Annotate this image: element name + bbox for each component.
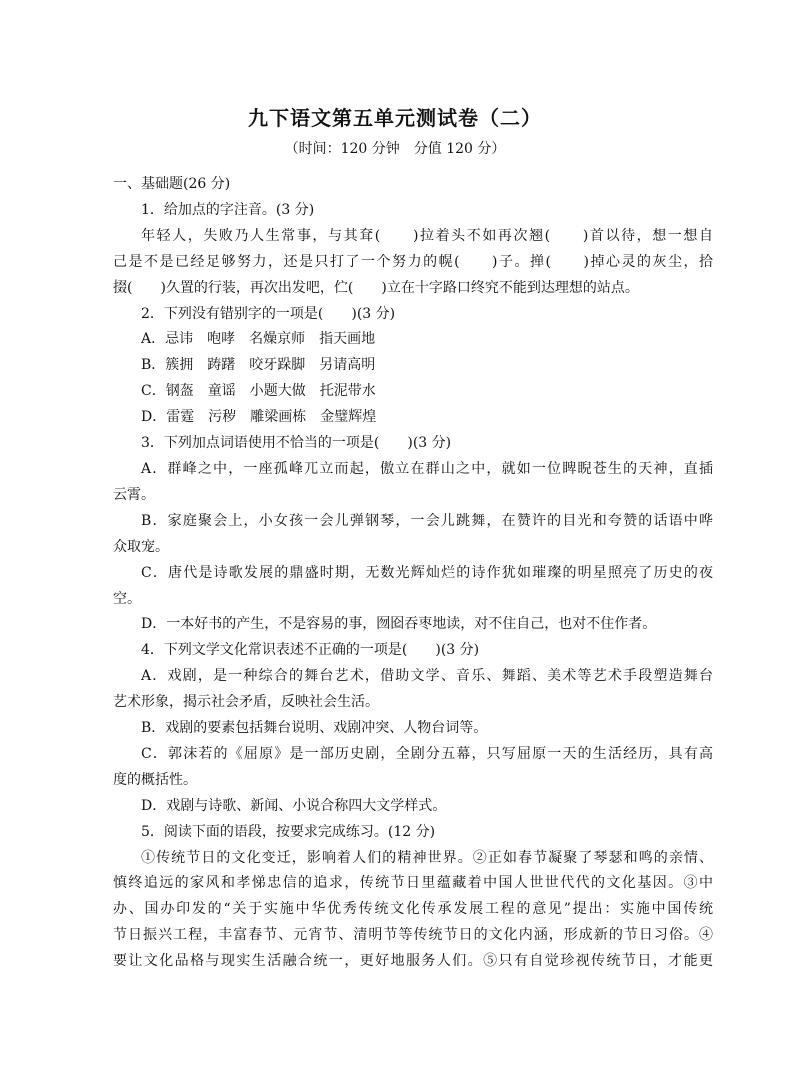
question-2-option-a: A．忌讳 咆哮 名燥京师 指天画地 xyxy=(141,331,376,348)
question-3-option-d: D．一本好书的产生，不是容易的事，囫囵吞枣地读，对不住自己，也对不住作者。 xyxy=(141,616,657,633)
exam-content xyxy=(113,172,713,975)
question-4-option-c-cont: 度的概括性。 xyxy=(113,771,197,788)
question-4-option-a: A．戏剧，是一种综合的舞台艺术，借助文学、音乐、舞蹈、美术等艺术手段塑造舞台 xyxy=(141,668,713,685)
question-5-stem: 5．阅读下面的语段，按要求完成练习。(12 分) xyxy=(141,823,436,840)
question-5-line: 慎终追远的家风和孝悌忠信的追求，传统节日里蕴藏着中国人世世代代的文化基因。③中 xyxy=(113,875,713,892)
question-3-option-b-cont: 众取宠。 xyxy=(113,538,169,555)
question-5-line: ①传统节日的文化变迁，影响着人们的精神世界。②正如春节凝聚了琴瑟和鸣的亲情、 xyxy=(141,849,713,866)
exam-time-score: （时间：120 分钟 分值 120 分） xyxy=(284,141,506,157)
question-2-option-b: B．簇拥 踌躇 咬牙跺脚 另请高明 xyxy=(141,357,376,374)
question-4-option-a-cont: 艺术形象，揭示社会矛盾，反映社会生活。 xyxy=(113,694,379,711)
question-1-stem: 1．给加点的字注音。(3 分) xyxy=(141,201,315,218)
question-2-option-c: C．钢盔 童谣 小题大做 托泥带水 xyxy=(141,383,376,400)
page-title: 九下语文第五单元测试卷（二） xyxy=(248,106,542,130)
question-3-option-a-cont: 云霄。 xyxy=(113,486,155,503)
question-5-line: 办、国办印发的“关于实施中华优秀传统文化传承发展工程的意见”提出：实施中国传统 xyxy=(113,901,713,918)
question-4-option-d: D．戏剧与诗歌、新闻、小说合称四大文学样式。 xyxy=(141,797,447,814)
question-2-option-d: D．雷霆 污秽 雕梁画栋 金璧辉煌 xyxy=(141,409,377,426)
question-1-line: 掇( )久置的行装，再次出发吧，伫( )立在十字路口终究不能到达理想的站点。 xyxy=(113,279,639,296)
question-4-option-c: C．郭沫若的《屈原》是一部历史剧，全剧分五幕，只写屈原一天的生活经历，具有高 xyxy=(141,745,713,762)
section-heading: 一、基础题(26 分) xyxy=(113,176,231,192)
question-4-stem: 4．下列文学文化常识表述不正确的一项是( )(3 分) xyxy=(141,642,480,659)
question-3-option-a: A．群峰之中，一座孤峰兀立而起，傲立在群山之中，就如一位睥睨苍生的天神，直插 xyxy=(141,460,713,477)
question-2-stem: 2．下列没有错别字的一项是( )(3 分) xyxy=(141,305,396,322)
question-5-line: 要让文化品格与现实生活融合统一，更好地服务人们。⑤只有自觉珍视传统节日，才能更 xyxy=(113,953,713,970)
question-1-line: 年轻人，失败乃人生常事，与其耷( )拉着头不如再次翘( )首以待，想一想自 xyxy=(141,227,713,244)
question-1-line: 己是不是已经足够努力，还是只打了一个努力的幌( )子。掸( )掉心灵的灰尘，拾 xyxy=(113,253,713,270)
question-3-stem: 3．下列加点词语使用不恰当的一项是( )(3 分) xyxy=(141,435,452,452)
question-4-option-b: B．戏剧的要素包括舞台说明、戏剧冲突、人物台词等。 xyxy=(141,720,488,737)
question-5-line: 节日振兴工程，丰富春节、元宵节、清明节等传统节日的文化内涵，形成新的节日习俗。④ xyxy=(113,927,713,944)
question-3-option-c-cont: 空。 xyxy=(113,590,141,607)
question-3-option-b: B．家庭聚会上，小女孩一会儿弹钢琴，一会儿跳舞，在赞许的目光和夸赞的话语中哗 xyxy=(141,512,713,529)
question-3-option-c: C．唐代是诗歌发展的鼎盛时期，无数光辉灿烂的诗作犹如璀璨的明星照亮了历史的夜 xyxy=(141,564,713,581)
